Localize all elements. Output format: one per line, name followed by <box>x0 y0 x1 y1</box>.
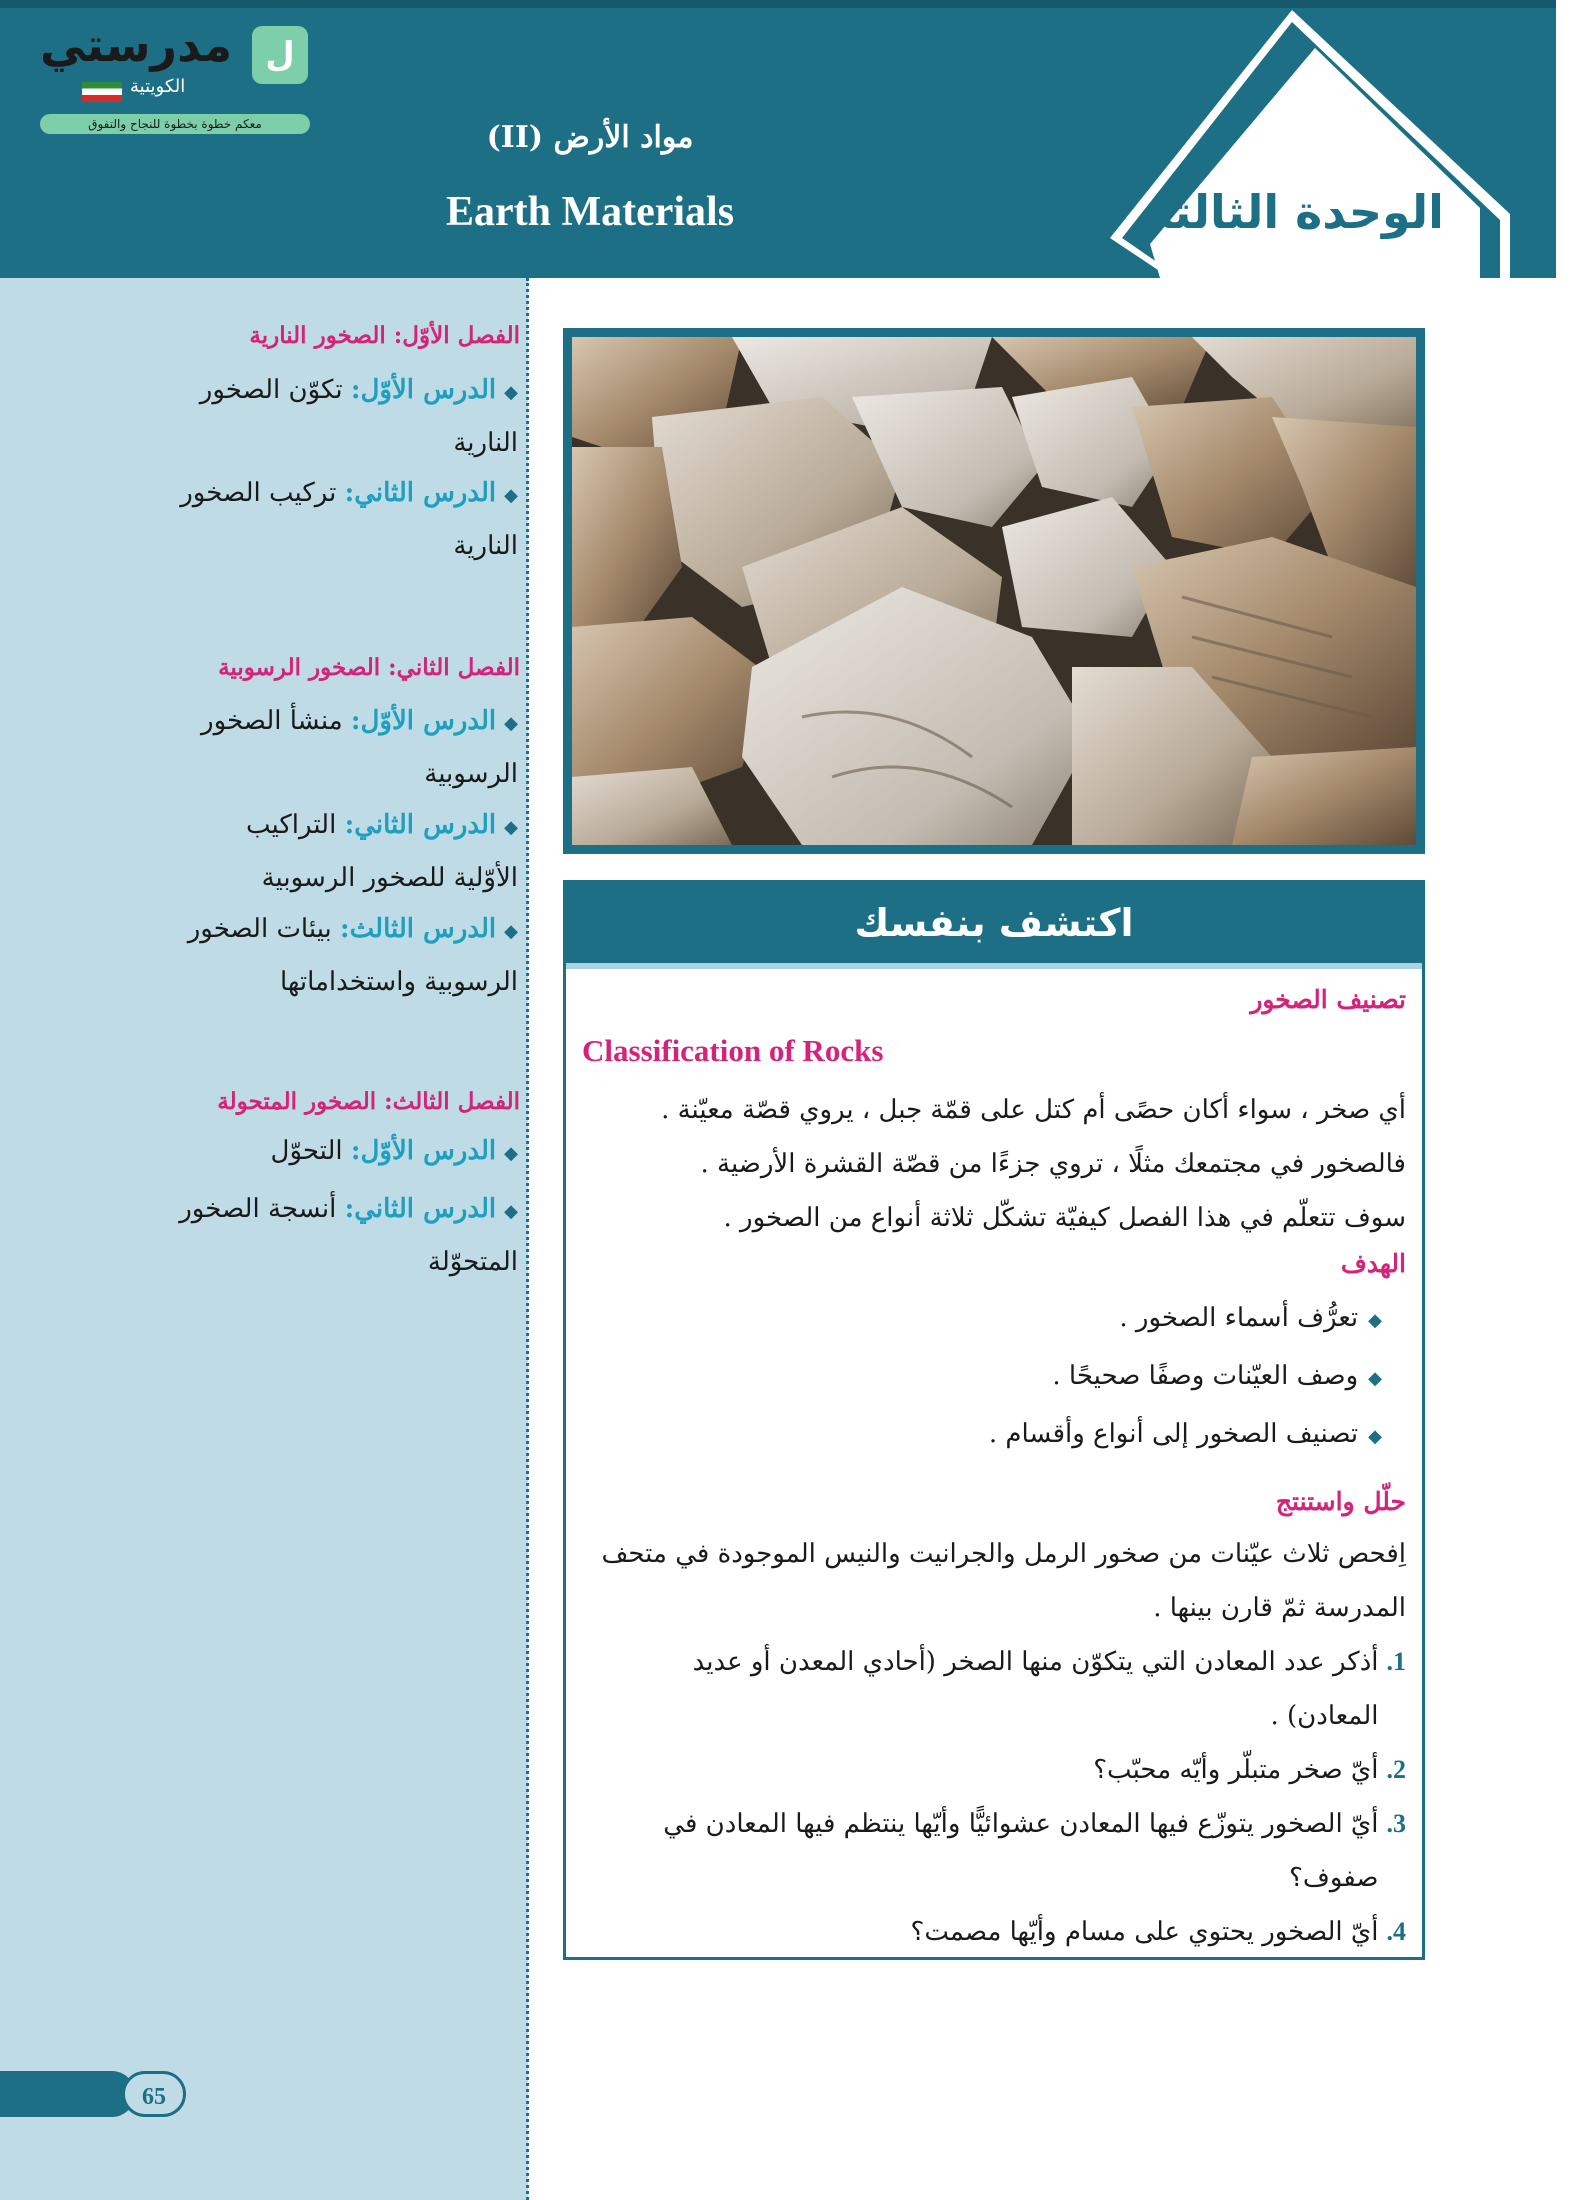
unit-label: الوحدة الثالثة <box>1146 185 1444 239</box>
question-item <box>606 1635 1406 1743</box>
diamond-bullet-icon: ◆ <box>504 1143 518 1164</box>
diamond-bullet-icon: ◆ <box>504 1201 518 1222</box>
chapter-1-lesson-1 <box>178 365 518 468</box>
goal-text: تعرُّف أسماء الصخور . <box>1119 1303 1359 1333</box>
lesson-text: التراكيب الأوّلية للصخور الرسوبية <box>246 810 518 893</box>
unit-title-arabic: مواد الأرض (II) <box>486 120 694 155</box>
lesson-text: التحوّل <box>270 1136 343 1166</box>
diamond-bullet-icon: ◆ <box>504 817 518 838</box>
question-text: أذكر عدد المعادن التي يتكوّن منها الصخر (أحادي المعدن أو عديد المعادن) . <box>692 1647 1379 1731</box>
goal-text: وصف العيّنات وصفًا صحيحًا . <box>1052 1361 1359 1391</box>
lesson-label: الدرس الأوّل: <box>350 375 497 405</box>
section-title-english: Classification of Rocks <box>582 1033 884 1068</box>
page-header <box>0 0 1556 278</box>
lesson-label: الدرس الثاني: <box>344 1194 497 1224</box>
sidebar-divider <box>526 278 529 2200</box>
lesson-text: بيئات الصخور الرسوبية واستخداماتها <box>187 914 518 997</box>
page-number: 65 <box>122 2071 186 2117</box>
diamond-bullet-icon: ◆ <box>1368 1368 1382 1389</box>
lesson-label: الدرس الأوّل: <box>350 1136 497 1166</box>
lesson-text: تكوّن الصخور النارية <box>199 375 518 458</box>
header-top-strip <box>0 0 1556 8</box>
chapter-2-lesson-2 <box>178 800 518 903</box>
section-title-arabic: تصنيف الصخور <box>1250 985 1406 1014</box>
kuwait-flag-icon <box>82 82 122 102</box>
lesson-text: تركيب الصخور النارية <box>180 478 518 561</box>
logo-word: مدرستي <box>40 18 233 72</box>
chapter-3-title: الفصل الثالث: الصخور المتحولة <box>217 1088 520 1115</box>
goal-text: تصنيف الصخور إلى أنواع وأقسام . <box>988 1419 1359 1449</box>
logo-subtitle: الكويتية <box>130 76 186 97</box>
question-item <box>606 1797 1406 1905</box>
lesson-text: منشأ الصخور الرسوبية <box>201 706 518 789</box>
lesson-label: الدرس الثاني: <box>344 478 497 508</box>
diamond-bullet-icon: ◆ <box>504 485 518 506</box>
explore-heading-underline <box>566 963 1422 969</box>
explore-box <box>563 880 1425 1960</box>
analyze-intro: اِفحص ثلاث عيّنات من صخور الرمل والجرانيت والنيس الموجودة في متحف المدرسة ثمّ قارن بينها . <box>601 1539 1406 1623</box>
lesson-label: الدرس الأوّل: <box>350 706 497 736</box>
analyze-title: حلّل واستنتج <box>1275 1487 1406 1516</box>
diamond-bullet-icon: ◆ <box>1368 1426 1382 1447</box>
goal-item <box>1119 1303 1382 1333</box>
unit-title-english: Earth Materials <box>445 189 735 235</box>
goal-title: الهدف <box>1340 1249 1406 1278</box>
diamond-bullet-icon: ◆ <box>504 382 518 403</box>
goal-item <box>1052 1361 1382 1391</box>
chapter-2-lesson-1 <box>178 696 518 799</box>
lesson-label: الدرس الثالث: <box>340 914 497 944</box>
diamond-bullet-icon: ◆ <box>504 921 518 942</box>
question-number: 4. <box>1386 1917 1406 1946</box>
question-number: 3. <box>1386 1809 1406 1838</box>
question-number: 1. <box>1386 1647 1406 1676</box>
explore-heading: اكتشف بنفسك <box>566 883 1422 963</box>
question-item <box>606 1905 1406 1959</box>
chapter-2-lesson-3 <box>178 904 518 1007</box>
page-number-bar <box>0 2071 135 2117</box>
intro-line-2: فالصخور في مجتمعك مثلًا ، تروي جزءًا من قصّة القشرة الأرضية . <box>700 1149 1406 1179</box>
question-text: أيّ الصخور يتوزّع فيها المعادن عشوائيًّا وأيّها ينتظم فيها المعادن في صفوف؟ <box>663 1809 1379 1893</box>
question-number: 2. <box>1386 1755 1406 1784</box>
question-text: أيّ الصخور يحتوي على مسام وأيّها مصمت؟ <box>910 1917 1379 1947</box>
rocks-illustration <box>572 337 1416 845</box>
goal-item <box>989 1419 1382 1449</box>
logo-tagline: معكم خطوة بخطوة للنجاح والتفوق <box>40 114 310 134</box>
question-text: أيّ صخر متبلّر وأيّه محبّب؟ <box>1093 1755 1379 1785</box>
chapter-1-lesson-2 <box>178 468 518 571</box>
intro-line-1: أي صخر ، سواء أكان حصًى أم كتل على قمّة جبل ، يروي قصّة معيّنة . <box>661 1095 1406 1125</box>
chapter-1-title: الفصل الأوّل: الصخور النارية <box>249 322 520 349</box>
diamond-bullet-icon: ◆ <box>1368 1310 1382 1331</box>
chapter-3-lesson-2 <box>178 1184 518 1287</box>
rocks-photo <box>563 328 1425 854</box>
lesson-label: الدرس الثاني: <box>344 810 497 840</box>
diamond-bullet-icon: ◆ <box>504 713 518 734</box>
question-item <box>606 1743 1406 1797</box>
chapter-3-lesson-1 <box>178 1126 518 1179</box>
lesson-text: أنسجة الصخور المتحوّلة <box>179 1194 518 1277</box>
logo-badge: ل <box>252 26 308 84</box>
chapter-2-title: الفصل الثاني: الصخور الرسوبية <box>218 654 520 681</box>
intro-line-3: سوف تتعلّم في هذا الفصل كيفيّة تشكّل ثلاثة أنواع من الصخور . <box>723 1203 1406 1233</box>
site-logo <box>30 18 295 131</box>
